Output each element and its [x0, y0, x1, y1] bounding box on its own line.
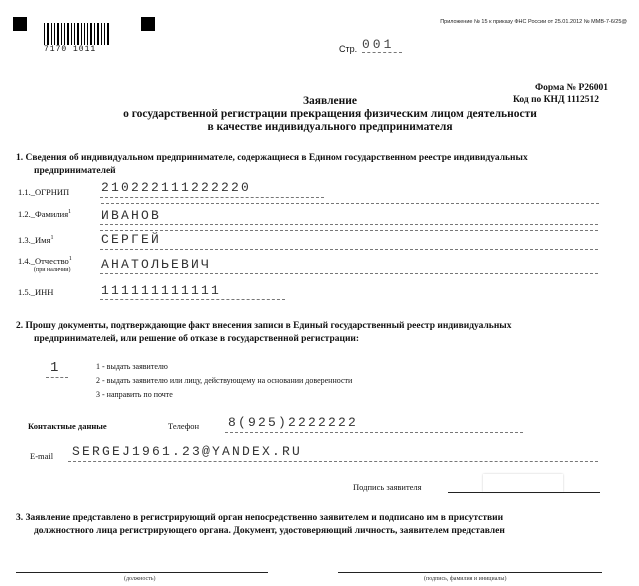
phone-field[interactable]: 8(925)2222222	[228, 415, 359, 430]
section1-heading: 1. Сведения об индивидуальном предпринимателе, содержащиеся в Едином государственном реестре индивидуальных	[16, 153, 528, 163]
delivery-option-underline	[46, 377, 68, 378]
corner-marker-left	[13, 17, 27, 31]
email-label: E-mail	[30, 451, 54, 461]
barcode	[44, 17, 116, 45]
name-underline	[100, 249, 598, 250]
patronymic-note: (при наличии)	[34, 267, 71, 273]
option-2: 2 - выдать заявителю или лицу, действующему на основании доверенности	[96, 376, 353, 385]
section2-heading-2: предпринимателей, или решение об отказе в государственной регистрации:	[34, 334, 360, 344]
option-1: 1 - выдать заявителю	[96, 362, 168, 371]
title-line-2: о государственной регистрации прекращения физическим лицом деятельности	[123, 108, 537, 120]
surname-guide	[100, 230, 598, 231]
name-field[interactable]: СЕРГЕЙ	[101, 232, 162, 247]
phone-label: Телефон	[168, 421, 200, 431]
signature-label: Подпись заявителя	[353, 482, 422, 492]
ogrnip-guide	[101, 203, 599, 204]
section2-heading: 2. Прошу документы, подтверждающие факт внесения записи в Единый государственный реестр индивидуальных	[16, 321, 512, 331]
official-signature-caption: (подпись, фамилия и инициалы)	[424, 576, 507, 582]
delivery-option-field[interactable]: 1	[50, 360, 61, 376]
inn-field[interactable]: 111111111111	[101, 283, 222, 298]
ogrnip-field[interactable]: 210222111222220	[101, 180, 252, 195]
position-caption: (должность)	[124, 576, 156, 582]
surname-field[interactable]: ИВАНОВ	[101, 208, 162, 223]
email-underline	[68, 461, 598, 462]
patronymic-label: 1.4._Отчество$^1$	[18, 256, 72, 266]
title-line-1: Заявление	[302, 95, 357, 107]
corner-marker-right	[141, 17, 155, 31]
inn-underline	[100, 299, 285, 300]
page-number[interactable]: 001	[362, 37, 395, 52]
page-label: Стр.	[339, 44, 358, 54]
surname-underline	[100, 224, 598, 225]
page-number-underline	[362, 52, 402, 53]
official-signature-line	[338, 572, 602, 573]
position-line	[16, 572, 268, 573]
phone-underline	[225, 432, 523, 433]
section3-heading: 3. Заявление представлено в регистрирующий орган непосредственно заявителем и подписано им в присутствии	[16, 513, 504, 523]
knd-code: Код по КНД 1112512	[513, 95, 600, 105]
patronymic-field[interactable]: АНАТОЛЬЕВИЧ	[101, 257, 212, 272]
option-3: 3 - направить по почте	[96, 390, 173, 399]
contacts-label: Контактные данные	[28, 421, 107, 431]
section1-heading-2: предпринимателей	[34, 166, 116, 176]
inn-label: 1.5._ИНН	[18, 287, 54, 297]
surname-label: 1.2._Фамилия$^1$	[18, 209, 72, 219]
form-number: Форма № Р26001	[535, 83, 609, 93]
patronymic-underline	[100, 273, 598, 274]
barcode-number: 7170 1011	[44, 45, 97, 54]
email-field[interactable]: SERGEJ1961.23@YANDEX.RU	[72, 444, 303, 459]
name-label: 1.3._Имя$^1$	[18, 235, 54, 245]
signature-line	[448, 492, 600, 493]
ogrnip-label: 1.1._ОГРНИП	[18, 187, 70, 197]
title-line-3: в качестве индивидуального предпринимателя	[207, 121, 453, 133]
appendix-note: Приложение № 15 к приказу ФНС России от 25.01.2012 № ММВ-7-6/25@	[440, 19, 627, 25]
signature-box[interactable]	[483, 474, 563, 492]
section3-heading-2: должностного лица регистрирующего органа. Документ, удостоверяющий личность, заявителем представлен	[34, 526, 505, 536]
ogrnip-underline	[100, 197, 324, 198]
